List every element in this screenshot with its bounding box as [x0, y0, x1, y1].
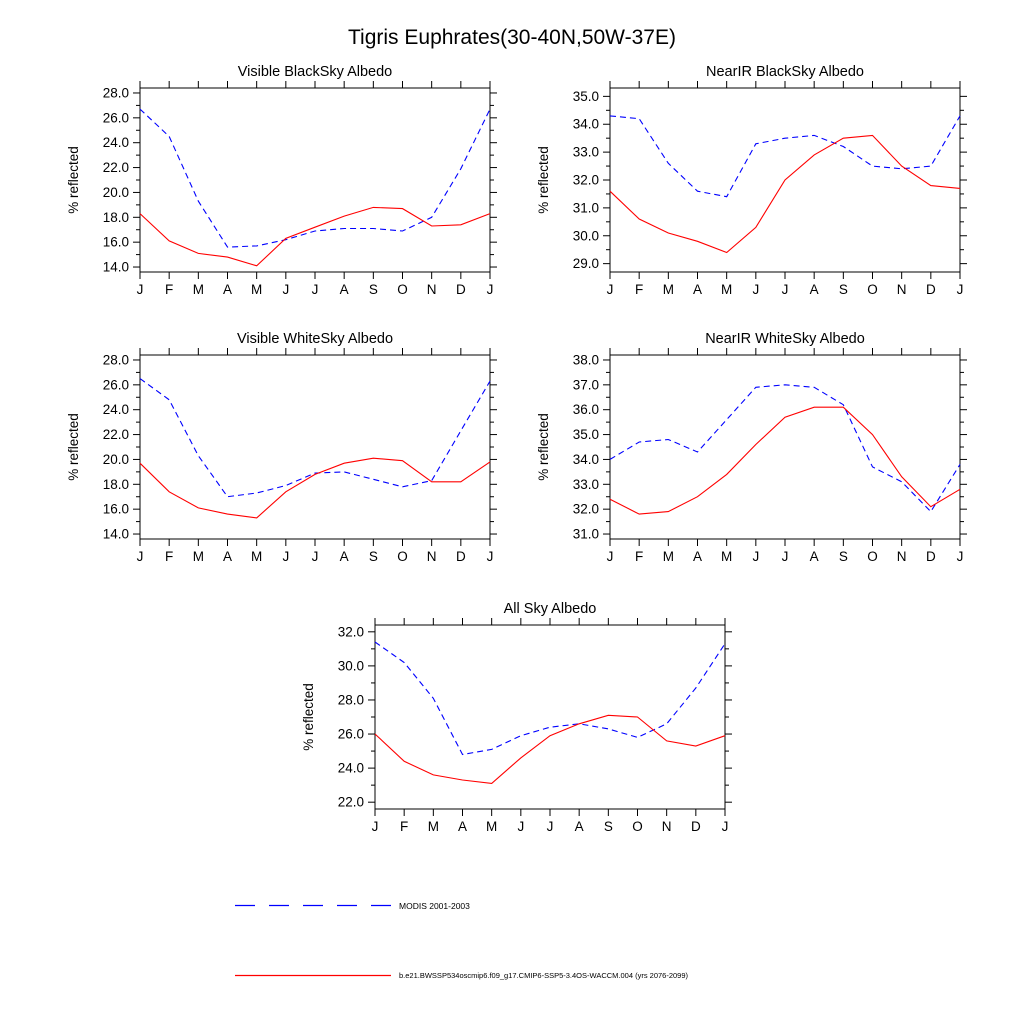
y-tick-label: 32.0	[337, 624, 364, 640]
x-tick-label: M	[662, 282, 674, 297]
x-tick-label: N	[896, 282, 907, 297]
x-tick-label: M	[251, 282, 263, 297]
y-tick-label: 16.0	[102, 234, 129, 250]
y-tick-label: 28.0	[102, 352, 129, 368]
x-tick-label: M	[192, 282, 204, 297]
y-axis	[103, 352, 497, 541]
y-tick-label: 14.0	[102, 259, 129, 275]
x-tick-label: N	[896, 549, 907, 564]
y-tick-label: 30.0	[572, 228, 599, 244]
x-tick-label: F	[635, 549, 644, 564]
x-tick-label: J	[721, 819, 729, 834]
x-tick-label: A	[574, 819, 584, 834]
x-tick-label: J	[956, 549, 964, 564]
y-tick-label: 34.0	[572, 116, 599, 132]
legend-label-modis: MODIS 2001-2003	[399, 900, 470, 911]
y-tick-label: 18.0	[102, 476, 129, 492]
x-tick-label: J	[517, 819, 525, 834]
y-tick-label: 20.0	[102, 451, 129, 467]
y-tick-label: 32.0	[572, 172, 599, 188]
x-tick-label: A	[222, 282, 233, 297]
legend-item-model	[233, 969, 688, 982]
model-line	[375, 715, 725, 783]
y-tick-label: 30.0	[337, 658, 364, 674]
x-tick-label: A	[339, 282, 349, 297]
x-axis	[607, 348, 964, 564]
plot-frame	[140, 355, 490, 539]
y-tick-label: 18.0	[102, 209, 129, 225]
x-tick-label: D	[455, 282, 466, 297]
chart-svg	[500, 55, 990, 310]
chart-title: NearIR BlackSky Albedo	[706, 64, 864, 80]
model-line	[610, 135, 960, 252]
x-tick-label: A	[222, 549, 233, 564]
x-tick-label: M	[251, 549, 263, 564]
chart-nearir-whitesky-albedo	[500, 322, 990, 577]
chart-svg	[30, 55, 520, 310]
modis-line	[610, 116, 960, 197]
x-tick-label: M	[662, 549, 674, 564]
x-tick-label: J	[752, 282, 760, 297]
y-tick-label: 31.0	[572, 200, 599, 216]
y-tick-label: 14.0	[102, 526, 129, 542]
chart-all-sky-albedo	[265, 592, 755, 847]
x-tick-label: O	[397, 549, 408, 564]
x-tick-label: J	[752, 549, 760, 564]
x-tick-label: S	[603, 819, 613, 834]
figure-title: Tigris Euphrates(30-40N,50W-37E)	[348, 26, 676, 49]
x-tick-label: S	[838, 549, 848, 564]
chart-title: Visible WhiteSky Albedo	[236, 331, 394, 347]
x-tick-label: M	[192, 549, 204, 564]
chart-svg	[265, 592, 755, 847]
x-tick-label: M	[486, 819, 498, 834]
chart-title: All Sky Albedo	[503, 601, 597, 617]
y-tick-label: 35.0	[572, 88, 599, 104]
x-tick-label: A	[809, 282, 819, 297]
x-tick-label: J	[781, 282, 789, 297]
x-axis	[607, 81, 964, 297]
y-axis-title: % reflected	[536, 413, 551, 481]
modis-dashed-line-sample	[233, 899, 393, 912]
chart-nearir-blacksky-albedo	[500, 55, 990, 310]
modis-line	[140, 379, 490, 497]
x-axis	[137, 348, 494, 564]
y-tick-label: 38.0	[572, 352, 599, 368]
x-tick-label: J	[956, 282, 964, 297]
y-axis	[573, 89, 967, 271]
x-tick-label: A	[339, 549, 349, 564]
modis-line	[375, 642, 725, 755]
x-tick-label: F	[165, 549, 174, 564]
x-tick-label: O	[632, 819, 643, 834]
legend-item-modis	[233, 899, 470, 912]
model-solid-line-sample	[233, 969, 393, 982]
x-tick-label: M	[721, 282, 733, 297]
modis-line	[610, 385, 960, 512]
y-tick-label: 29.0	[572, 256, 599, 272]
x-tick-label: N	[661, 819, 672, 834]
chart-title: Visible BlackSky Albedo	[237, 64, 393, 80]
x-tick-label: D	[925, 282, 936, 297]
y-tick-label: 34.0	[572, 451, 599, 467]
x-tick-label: O	[867, 549, 878, 564]
modis-line	[140, 109, 490, 247]
y-axis-title: % reflected	[66, 413, 81, 481]
x-axis	[372, 618, 729, 834]
y-tick-label: 35.0	[572, 427, 599, 443]
y-tick-label: 20.0	[102, 184, 129, 200]
x-tick-label: A	[457, 819, 468, 834]
chart-visible-blacksky-albedo	[30, 55, 520, 310]
plot-frame	[610, 355, 960, 539]
x-tick-label: S	[368, 549, 378, 564]
x-tick-label: J	[136, 282, 144, 297]
x-tick-label: D	[925, 549, 936, 564]
x-tick-label: J	[546, 819, 554, 834]
x-tick-label: A	[692, 282, 703, 297]
y-axis	[338, 624, 732, 809]
y-axis	[103, 85, 497, 274]
y-tick-label: 26.0	[337, 726, 364, 742]
plot-frame	[140, 88, 490, 272]
y-axis-title: % reflected	[66, 146, 81, 214]
y-tick-label: 16.0	[102, 501, 129, 517]
plot-frame	[375, 625, 725, 809]
x-axis	[137, 81, 494, 297]
x-tick-label: J	[486, 549, 494, 564]
x-tick-label: J	[606, 282, 614, 297]
legend-label-model: b.e21.BWSSP534oscmip6.f09_g17.CMIP6-SSP5-3.4OS-WACCM.004 (yrs 2076-2099)	[399, 971, 689, 980]
model-line	[610, 407, 960, 514]
y-tick-label: 26.0	[102, 110, 129, 126]
chart-visible-whitesky-albedo	[30, 322, 520, 577]
x-tick-label: J	[282, 549, 290, 564]
x-tick-label: A	[692, 549, 703, 564]
x-tick-label: N	[426, 282, 437, 297]
y-tick-label: 33.0	[572, 144, 599, 160]
x-tick-label: D	[455, 549, 466, 564]
y-tick-label: 24.0	[337, 760, 364, 776]
chart-title: NearIR WhiteSky Albedo	[705, 331, 865, 347]
x-tick-label: A	[809, 549, 819, 564]
y-tick-label: 22.0	[102, 427, 129, 443]
x-tick-label: D	[690, 819, 701, 834]
y-axis-title: % reflected	[301, 683, 316, 751]
y-tick-label: 26.0	[102, 377, 129, 393]
x-tick-label: M	[427, 819, 439, 834]
model-line	[140, 458, 490, 518]
x-tick-label: N	[426, 549, 437, 564]
y-axis-title: % reflected	[536, 146, 551, 214]
x-tick-label: S	[838, 282, 848, 297]
y-tick-label: 28.0	[102, 85, 129, 101]
x-tick-label: O	[397, 282, 408, 297]
y-tick-label: 37.0	[572, 377, 599, 393]
y-tick-label: 33.0	[572, 476, 599, 492]
y-tick-label: 31.0	[572, 526, 599, 542]
model-line	[140, 207, 490, 265]
y-tick-label: 36.0	[572, 402, 599, 418]
x-tick-label: O	[867, 282, 878, 297]
x-tick-label: J	[371, 819, 379, 834]
x-tick-label: J	[486, 282, 494, 297]
x-tick-label: F	[165, 282, 174, 297]
x-tick-label: J	[781, 549, 789, 564]
x-tick-label: F	[400, 819, 409, 834]
x-tick-label: F	[635, 282, 644, 297]
y-tick-label: 32.0	[572, 501, 599, 517]
x-tick-label: J	[311, 549, 319, 564]
y-tick-label: 24.0	[102, 135, 129, 151]
y-tick-label: 28.0	[337, 692, 364, 708]
y-tick-label: 22.0	[337, 794, 364, 810]
x-tick-label: J	[311, 282, 319, 297]
chart-svg	[30, 322, 520, 577]
x-tick-label: S	[368, 282, 378, 297]
x-tick-label: M	[721, 549, 733, 564]
chart-svg	[500, 322, 990, 577]
x-tick-label: J	[282, 282, 290, 297]
x-tick-label: J	[606, 549, 614, 564]
x-tick-label: J	[136, 549, 144, 564]
y-tick-label: 22.0	[102, 160, 129, 176]
y-tick-label: 24.0	[102, 402, 129, 418]
